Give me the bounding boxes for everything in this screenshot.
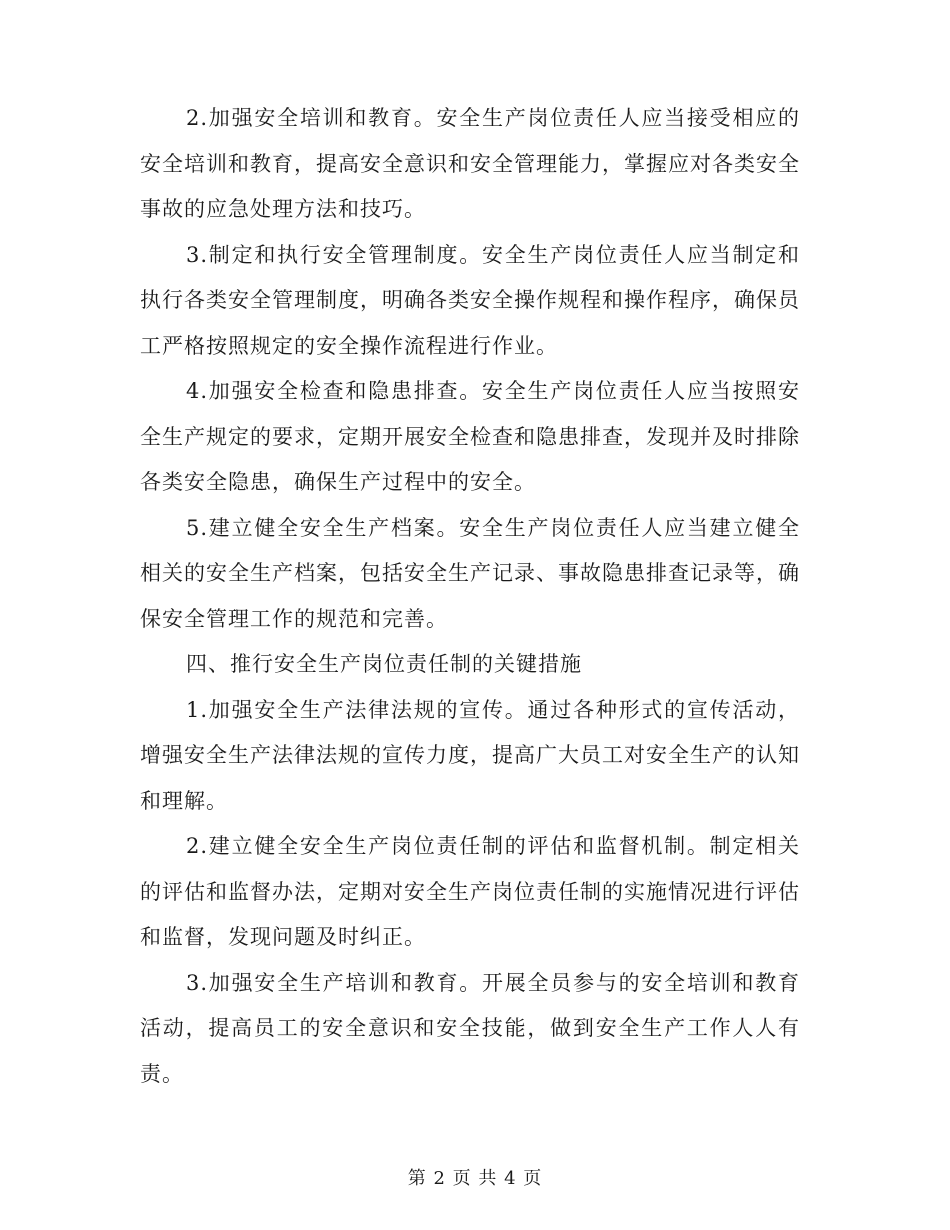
paragraph-item-5-archives: 5.建立健全安全生产档案。安全生产岗位责任人应当建立健全相关的安全生产档案，包括安全生产记录、事故隐患排查记录等，确保安全管理工作的规范和完善。 [140, 515, 800, 631]
paragraph-item-4-inspection: 4.加强安全检查和隐患排查。安全生产岗位责任人应当按照安全生产规定的要求，定期开展安全检查和隐患排查，发现并及时排除各类安全隐患，确保生产过程中的安全。 [140, 379, 800, 494]
document-body [140, 96, 800, 1097]
paragraph-measure-3-training: 3.加强安全生产培训和教育。开展全员参与的安全培训和教育活动，提高员工的安全意识和安全技能，做到安全生产工作人人有责。 [140, 970, 800, 1086]
page-number-footer: 第 2 页 共 4 页 [407, 1168, 543, 1189]
section-heading-key-measures: 四、推行安全生产岗位责任制的关键措施 [186, 652, 582, 676]
paragraph-measure-1-publicity: 1.加强安全生产法律法规的宣传。通过各种形式的宣传活动，增强安全生产法律法规的宣传力度，提高广大员工对安全生产的认知和理解。 [140, 697, 800, 813]
paragraph-measure-2-evaluation: 2.建立健全安全生产岗位责任制的评估和监督机制。制定相关的评估和监督办法，定期对安全生产岗位责任制的实施情况进行评估和监督，发现问题及时纠正。 [140, 834, 800, 949]
paragraph-item-3-management-system: 3.制定和执行安全管理制度。安全生产岗位责任人应当制定和执行各类安全管理制度，明确各类安全操作规程和操作程序，确保员工严格按照规定的安全操作流程进行作业。 [140, 242, 800, 358]
paragraph-item-2-training: 2.加强安全培训和教育。安全生产岗位责任人应当接受相应的安全培训和教育，提高安全意识和安全管理能力，掌握应对各类安全事故的应急处理方法和技巧。 [140, 106, 800, 221]
